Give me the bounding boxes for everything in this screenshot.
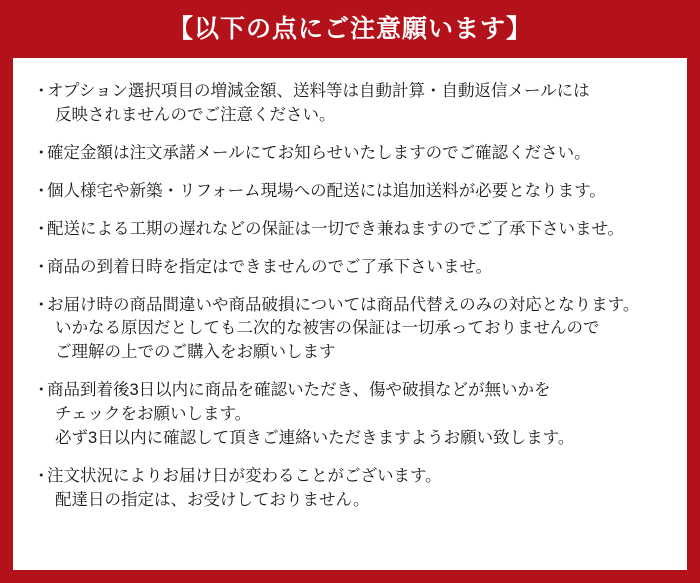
- notice-item-line: [33, 104, 667, 128]
- bullet-icon: ・: [33, 219, 50, 238]
- notice-title: 【以下の点にご注意願います】: [167, 15, 532, 43]
- bullet-icon: ・: [33, 257, 50, 276]
- notice-item-text: 配達日の指定は、お受けしておりません。: [55, 490, 370, 509]
- bullet-icon: ・: [33, 467, 50, 486]
- notice-item-line: [33, 317, 667, 341]
- notice-item: [33, 379, 667, 451]
- notice-item-text: チェックをお願いします。: [55, 405, 252, 424]
- notice-item-text: 配送による工期の遅れなどの保証は一切でき兼ねますのでご了承下さいませ。: [47, 219, 625, 238]
- notice-item-text: 注文状況によりお届け日が変わることがございます。: [47, 467, 442, 486]
- notice-item: [33, 256, 667, 280]
- bullet-icon: ・: [33, 82, 50, 100]
- notice-item-line: [33, 379, 667, 403]
- notice-body: [13, 58, 687, 570]
- notice-item-text: 反映されませんのでご注意ください。: [55, 105, 336, 124]
- notice-item-line: [33, 80, 667, 104]
- notice-item: [33, 465, 667, 513]
- notice-item-text: いかなる原因だとしても二次的な被害の保証は一切承っておりませんので: [55, 319, 600, 338]
- bullet-icon: ・: [33, 381, 50, 400]
- notice-item-text: ご理解の上でのご購入をお願いします: [55, 343, 336, 362]
- notice-item-line: [33, 142, 667, 166]
- notice-item-line: [33, 218, 667, 242]
- notice-item-line: [33, 489, 667, 513]
- notice-item-line: [33, 403, 667, 427]
- notice-item-text: 商品到着後3日以内に商品を確認いただき、傷や破損などが無いかを: [47, 381, 551, 400]
- notice-item-text: お届け時の商品間違いや商品破損については商品代替えのみの対応となります。: [47, 295, 640, 314]
- notice-item: [33, 180, 667, 204]
- notice-item-text: 必ず3日以内に確認して頂きご連絡いただきますようお願い致します。: [55, 429, 575, 448]
- notice-item-line: [33, 341, 667, 365]
- notice-item: [33, 294, 667, 366]
- notice-item: [33, 142, 667, 166]
- bullet-icon: ・: [33, 295, 50, 314]
- notice-list: [33, 80, 667, 513]
- notice-item-line: [33, 256, 667, 280]
- notice-item: [33, 218, 667, 242]
- bullet-icon: ・: [33, 143, 50, 162]
- notice-item-text: オプション選択項目の増減金額、送料等は自動計算・自動返信メールには: [47, 82, 590, 100]
- notice-item-text: 商品の到着日時を指定はできませんのでご了承下さいませ。: [47, 257, 493, 276]
- notice-item-line: [33, 180, 667, 204]
- notice-item-line: [33, 465, 667, 489]
- notice-item-text: 個人様宅や新築・リフォーム現場への配送には追加送料が必要となります。: [47, 181, 606, 200]
- notice-item: [33, 80, 667, 128]
- bullet-icon: ・: [33, 181, 50, 200]
- notice-item-line: [33, 427, 667, 451]
- notice-item-line: [33, 294, 667, 318]
- notice-item-text: 確定金額は注文承諾メールにてお知らせいたしますのでご確認ください。: [47, 143, 591, 162]
